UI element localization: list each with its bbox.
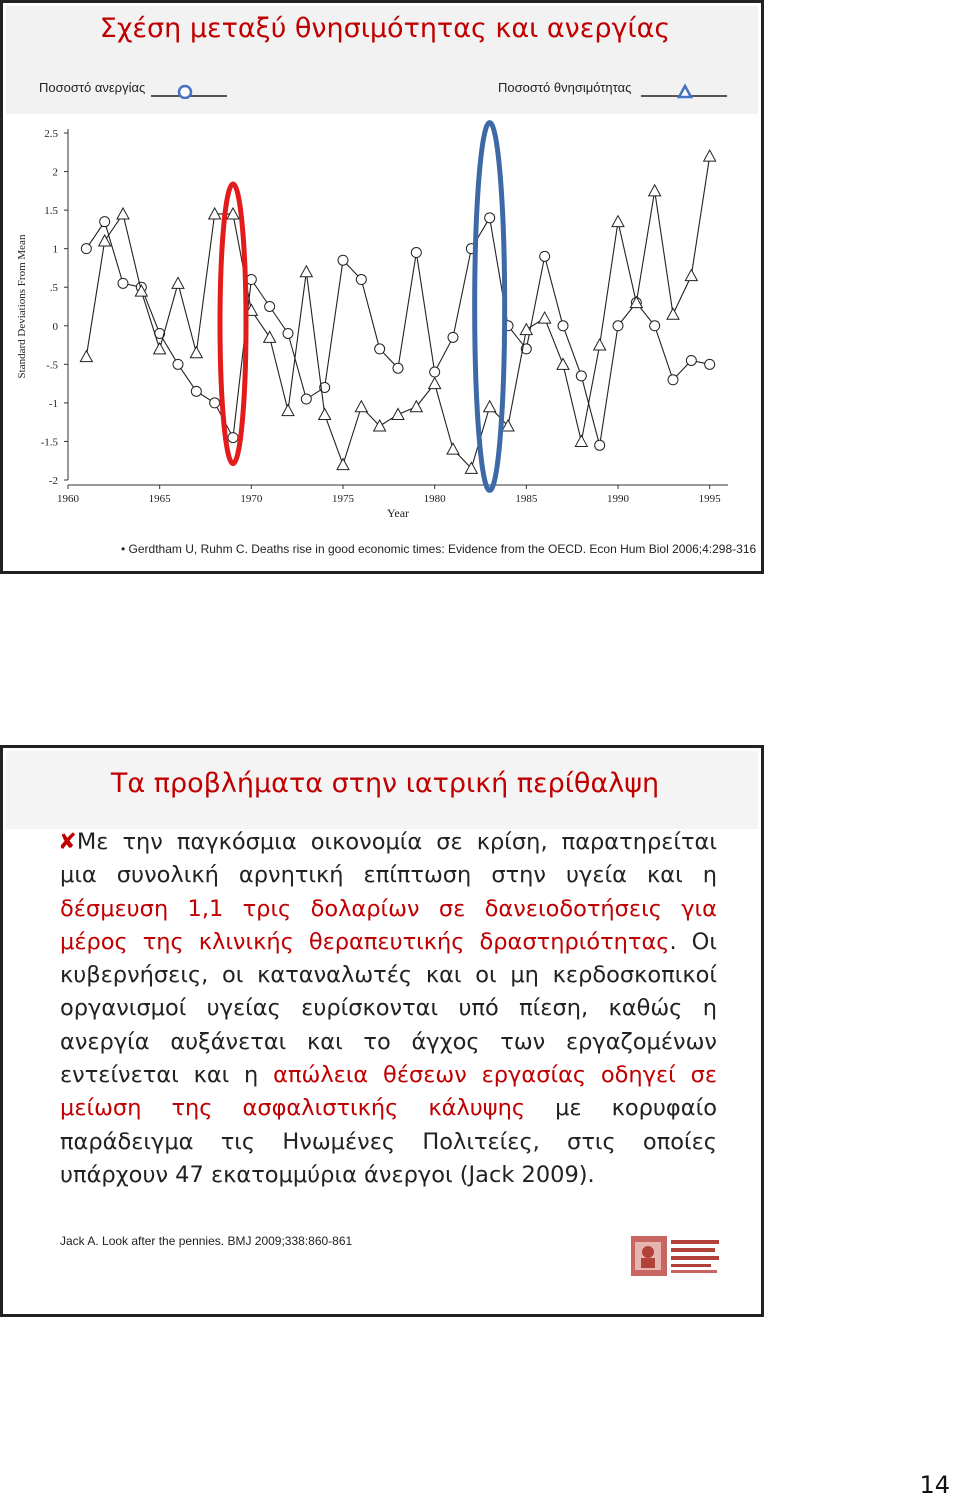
x-tick-label: 1995 bbox=[698, 493, 721, 505]
y-tick-label: -2 bbox=[48, 475, 58, 487]
data-point-triangle bbox=[172, 277, 184, 288]
data-point-triangle bbox=[319, 408, 331, 419]
citation: Jack A. Look after the pennies. BMJ 2009;338:860-861 bbox=[60, 1234, 353, 1248]
data-point-circle bbox=[191, 386, 201, 396]
highlight-ellipse-blue bbox=[475, 123, 505, 491]
chart-highlights bbox=[220, 123, 505, 491]
y-tick-label: 1 bbox=[52, 243, 58, 256]
data-point-circle bbox=[448, 332, 458, 342]
data-point-circle bbox=[301, 394, 311, 404]
data-point-triangle bbox=[117, 208, 129, 219]
data-point-circle bbox=[613, 321, 623, 331]
data-point-circle bbox=[118, 278, 128, 288]
highlight-ellipse-red bbox=[220, 184, 246, 464]
x-tick-label: 1990 bbox=[607, 493, 629, 505]
data-point-triangle bbox=[429, 378, 441, 389]
x-tick-label: 1960 bbox=[57, 493, 79, 505]
slide-healthcare-problems bbox=[0, 745, 764, 1317]
data-point-triangle bbox=[612, 216, 624, 227]
x-tick-label: 1965 bbox=[148, 493, 171, 505]
data-point-triangle bbox=[704, 150, 716, 161]
data-point-circle bbox=[265, 302, 275, 312]
y-tick-label: -1.5 bbox=[40, 436, 58, 449]
y-tick-label: -.5 bbox=[46, 359, 58, 372]
data-point-circle bbox=[668, 375, 678, 385]
legend-triangle-icon bbox=[679, 86, 691, 97]
line-chart bbox=[3, 115, 758, 535]
legend-unemployment-line bbox=[151, 83, 231, 99]
data-point-circle bbox=[411, 248, 421, 258]
legend-circle-icon bbox=[179, 86, 191, 98]
data-point-circle bbox=[81, 244, 91, 254]
data-point-triangle bbox=[667, 308, 679, 319]
data-point-circle bbox=[228, 433, 238, 443]
data-point-triangle bbox=[557, 358, 569, 369]
slide-title: Τα προβλήματα στην ιατρική περίθαλψη bbox=[110, 768, 660, 799]
data-point-circle bbox=[393, 363, 403, 373]
y-tick-label: 2.5 bbox=[44, 128, 58, 140]
data-point-triangle bbox=[484, 401, 496, 412]
data-point-circle bbox=[375, 344, 385, 354]
data-point-triangle bbox=[355, 401, 367, 412]
data-point-triangle bbox=[154, 343, 166, 354]
chart-series bbox=[80, 150, 715, 473]
data-point-circle bbox=[210, 398, 220, 408]
data-point-circle bbox=[430, 367, 440, 377]
x-tick-label: 1970 bbox=[240, 493, 263, 505]
legend-mortality-label: Ποσοστό θνησιμότητας bbox=[498, 80, 632, 95]
data-point-triangle bbox=[282, 405, 294, 416]
data-point-circle bbox=[558, 321, 568, 331]
data-point-circle bbox=[540, 251, 550, 261]
data-point-circle bbox=[705, 359, 715, 369]
data-point-triangle bbox=[264, 331, 276, 342]
y-tick-label: .5 bbox=[49, 282, 58, 295]
legend-mortality-line bbox=[641, 83, 731, 99]
x-axis-label: Year bbox=[386, 506, 410, 520]
data-point-circle bbox=[576, 371, 586, 381]
y-tick-label: 1.5 bbox=[44, 205, 58, 218]
data-point-triangle bbox=[685, 270, 697, 281]
citation: • Gerdtham U, Ruhm C. Deaths rise in good economic times: Evidence from the OECD. Econ Hum Biol 2006;4:298-316 bbox=[121, 542, 757, 556]
slide-title: Σχέση μεταξύ θνησιμότητας και ανεργίας bbox=[99, 13, 671, 44]
y-tick-label: 0 bbox=[52, 320, 58, 333]
legend-unemployment-label: Ποσοστό ανεργίας bbox=[39, 80, 146, 95]
x-tick-label: 1975 bbox=[332, 493, 354, 505]
data-point-triangle bbox=[410, 401, 422, 412]
data-point-triangle bbox=[447, 443, 459, 454]
data-point-triangle bbox=[539, 312, 551, 323]
data-point-triangle bbox=[575, 435, 587, 446]
data-point-circle bbox=[686, 355, 696, 365]
x-tick-label: 1985 bbox=[515, 493, 538, 505]
data-point-triangle bbox=[300, 266, 312, 277]
y-axis-label: Standard Deviations From Mean bbox=[16, 234, 28, 379]
data-point-triangle bbox=[80, 351, 92, 362]
school-logo bbox=[631, 1236, 723, 1276]
data-point-circle bbox=[100, 217, 110, 227]
page-number: 14 bbox=[919, 1471, 950, 1499]
series-line-mortality bbox=[86, 156, 709, 468]
data-point-circle bbox=[485, 213, 495, 223]
x-mark-icon: ✘ bbox=[58, 829, 77, 855]
data-point-circle bbox=[338, 255, 348, 265]
data-point-circle bbox=[595, 440, 605, 450]
data-point-triangle bbox=[649, 185, 661, 196]
body-paragraph: ✘Με την παγκόσμια οικονομία σε κρίση, παρατηρείται μια συνολική αρνητική επίπτωση στην υγεία και η δέσμευση 1,1 τρις δολαρίων σε δανειοδοτήσεις για μέρος της κλινικής θεραπευτικής δραστηριότητας. Οι κυβερνήσεις, οι καταναλωτές και οι μη κερδοσκοπικοί οργανισμοί υγείας ευρίσκονται υπό πίεση, καθώς η ανεργία αυξάνεται και το άγχος των εργαζομένων εντείνεται και η απώλεια θέσεων εργασίας οδηγεί σε μείωση της ασφαλιστικής κάλυψης με κορυφαίο παράδειγμα τις Ηνωμένες Πολιτείες, στις οποίες υπάρχουν 47 εκατομμύρια άνεργοι (Jack 2009). bbox=[58, 829, 717, 1188]
data-point-triangle bbox=[594, 339, 606, 350]
slide-unemployment-mortality bbox=[0, 0, 764, 574]
data-point-circle bbox=[356, 275, 366, 285]
data-point-circle bbox=[650, 321, 660, 331]
data-point-triangle bbox=[392, 408, 404, 419]
data-point-circle bbox=[283, 328, 293, 338]
data-point-circle bbox=[173, 359, 183, 369]
y-tick-label: -1 bbox=[48, 397, 58, 410]
y-tick-label: 2 bbox=[52, 166, 58, 179]
data-point-triangle bbox=[337, 459, 349, 470]
x-tick-label: 1980 bbox=[423, 493, 446, 505]
data-point-triangle bbox=[190, 347, 202, 358]
